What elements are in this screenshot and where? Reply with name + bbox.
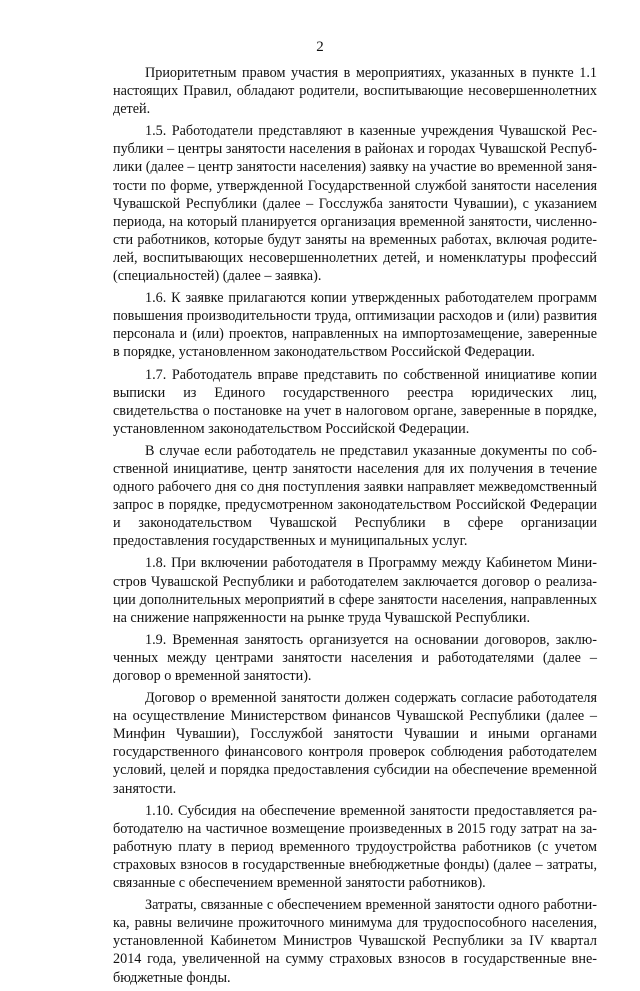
paragraph-1-5: 1.5. Работодатели представляют в казенные учреждения Чувашской Республики – центры занятости населения в районах и городах Чувашской Республики (далее – центр занятости населения) заявку на участие во временной занятости по форме, утвержденной Государственной службой занятости населения Чувашской Республики (далее – Госслужба занятости Чувашии), с указанием периода, на который планируется организация временной занятости, численности работников, которые будут заняты на временных работах, включая родителей, воспитывающих несовершеннолетних детей, и номенклатуры профессий (специальностей) (далее – заявка). [113,123,597,285]
paragraph-priority-right: Приоритетным правом участия в мероприятиях, указанных в пункте 1.1 настоящих Правил, обладают родители, воспитывающие несовершеннолетних детей. [113,65,597,118]
paragraph-1-9: 1.9. Временная занятость организуется на основании договоров, заключенных между центрами занятости населения и работодателями (далее – договор о временной занятости). [113,631,597,684]
paragraph-1-10-cont: Затраты, связанные с обеспечением временной занятости одного работника, равны величине прожиточного минимума для трудоспособного населения, установленной Кабинетом Министров Чувашской Республики за IV квартал 2014 года, увеличенной на сумму страховых взносов в государственные внебюджетные фонды. [113,897,597,986]
paragraph-1-6: 1.6. К заявке прилагаются копии утвержденных работодателем программ повышения производительности труда, оптимизации расходов и (или) развития персонала и (или) проектов, направленных на импортозамещение, заверенные в порядке, установленном законодательством Российской Федерации. [113,290,597,361]
paragraph-1-7: 1.7. Работодатель вправе представить по собственной инициативе копии выписки из Единого государственного реестра юридических лиц, свидетельства о постановке на учет в налоговом органе, заверенные в порядке, установленном законодательством Российской Федерации. [113,366,597,437]
paragraph-1-10: 1.10. Субсидия на обеспечение временной занятости предоставляется работодателю на частичное возмещение произведенных в 2015 году затрат на заработную плату в период временного трудоустройства работников (с учетом страховых взносов в государственные внебюджетные фонды) (далее – затраты, связанные с обеспечением временной занятости работников). [113,802,597,892]
paragraph-1-8: 1.8. При включении работодателя в Программу между Кабинетом Министров Чувашской Республики и работодателем заключается договор о реализации дополнительных мероприятий в сфере занятости населения, направленных на снижение напряженности на рынке труда Чувашской Республики. [113,555,597,626]
paragraph-1-7-cont: В случае если работодатель не представил указанные документы по собственной инициативе, центр занятости населения для их получения в течение одного рабочего дня со дня поступления заявки направляет межведомственный запрос в порядке, предусмотренном законодательством Российской Федерации и законодательством Чувашской Республики в сфере организации предоставления государственных и муниципальных услуг. [113,442,597,550]
page-number: 2 [316,39,324,55]
document-body [113,64,597,991]
paragraph-1-9-cont: Договор о временной занятости должен содержать согласие работодателя на осуществление Министерством финансов Чувашской Республики (далее – Минфин Чувашии), Госслужбой занятости Чувашии и иными органами государственного финансового контроля проверок соблюдения работодателем условий, целей и порядка предоставления субсидии на обеспечение временной занятости. [113,690,597,797]
